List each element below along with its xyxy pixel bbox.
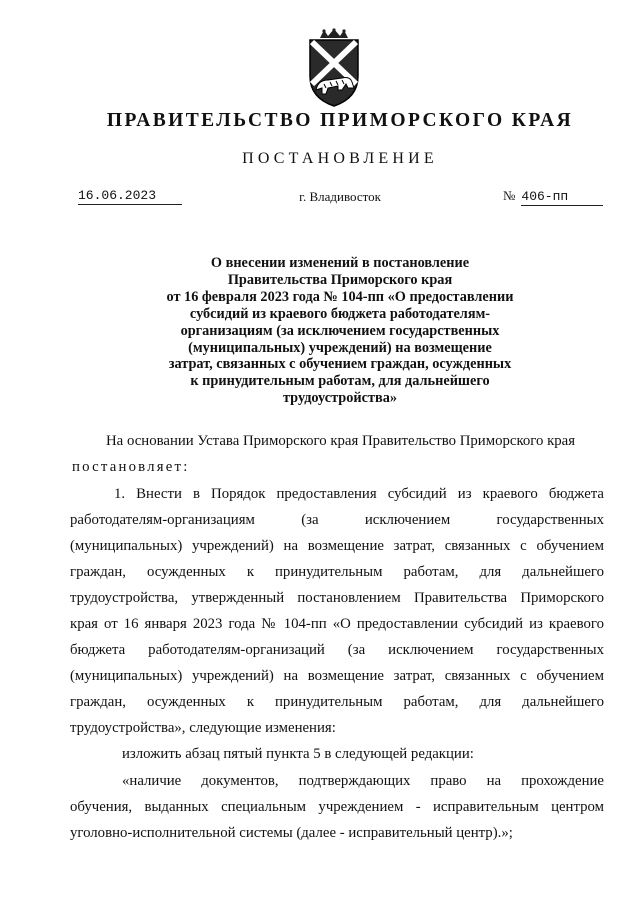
item-1-line: 1. Внести в Порядок предоставления субсидий из краевого бюджета	[114, 486, 604, 502]
document-type: ПОСТАНОВЛЕНИЕ	[242, 150, 438, 167]
item-1-line: граждан, осужденных к принудительным работам, для дальнейшего	[70, 694, 604, 710]
heading-line: от 16 февраля 2023 года № 104-пп «О предоставлении	[166, 288, 514, 305]
heading-line: (муниципальных) учреждений) на возмещение	[188, 339, 492, 356]
document-heading	[110, 255, 570, 407]
quote-line: уголовно-исполнительной системы (далее - исправительный центр).»;	[70, 825, 513, 841]
item-1-line: работодателям-организациям (за исключением государственных	[70, 512, 604, 528]
number-value: 406-пп	[521, 189, 603, 206]
instruction	[70, 741, 604, 767]
item-1-line: трудоустройства, утвержденный постановлением Правительства Приморского	[70, 590, 604, 606]
item-1-line: трудоустройства», следующие изменения:	[70, 720, 336, 736]
heading-line: трудоустройства»	[282, 390, 398, 407]
instruction-text: изложить абзац пятый пункта 5 в следующей редакции:	[122, 746, 474, 762]
heading-line: О внесении изменений в постановление	[210, 255, 470, 271]
item-1-line: граждан, осужденных к принудительным работам, для дальнейшего	[70, 564, 604, 580]
item-1-line: (муниципальных) учреждений) на возмещение затрат, связанных с обучением	[70, 538, 604, 554]
item-1	[70, 481, 604, 741]
heading-line: Правительства Приморского края	[227, 271, 453, 288]
document-date: 16.06.2023	[78, 188, 182, 205]
item-1-line: (муниципальных) учреждений) на возмещение затрат, связанных с обучением	[70, 668, 604, 684]
quote-line: обучения, выданных специальным учреждением - исправительным центром	[70, 799, 604, 815]
heading-line: затрат, связанных с обучением граждан, осужденных	[168, 356, 512, 373]
organization-title: ПРАВИТЕЛЬСТВО ПРИМОРСКОГО КРАЯ	[106, 110, 574, 131]
document-number	[503, 188, 603, 206]
number-label: №	[503, 188, 516, 203]
heading-line: организациям (за исключением государственных	[180, 322, 500, 339]
heading-line: субсидий из краевого бюджета работодателям-	[189, 305, 491, 322]
quoted-text	[70, 768, 604, 846]
coat-of-arms-icon	[296, 28, 372, 108]
quote-line: «наличие документов, подтверждающих право на прохождение	[122, 773, 604, 789]
heading-line: к принудительным работам, для дальнейшего	[190, 373, 490, 390]
item-1-line: бюджета работодателям-организаций (за исключением государственных	[70, 642, 604, 658]
preamble	[70, 428, 604, 480]
item-1-line: края от 16 января 2023 года № 104-пп «О предоставлении субсидий из краевого	[70, 616, 604, 632]
decree-word: постановляет:	[72, 459, 190, 475]
document-city: г. Владивосток	[299, 189, 381, 204]
preamble-text: На основании Устава Приморского края Правительство Приморского края	[106, 433, 576, 449]
